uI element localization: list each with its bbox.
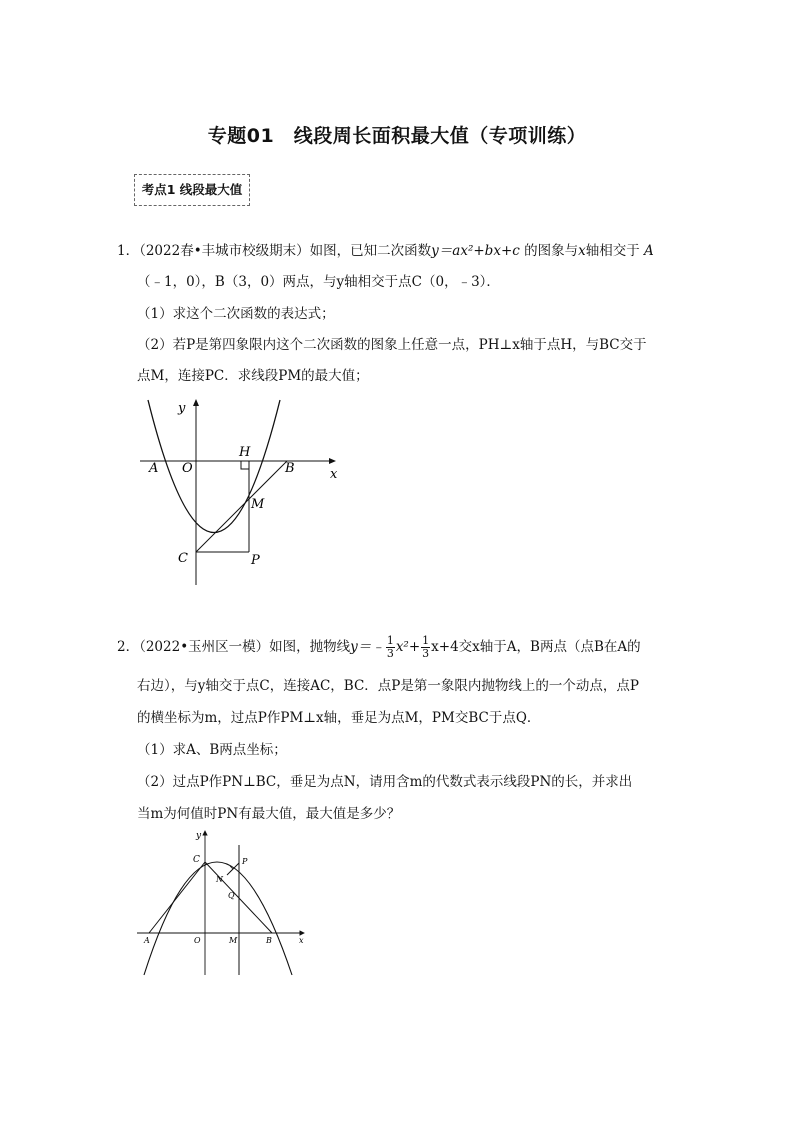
q2-line1: [117, 635, 641, 660]
q1-text2: 轴相交于: [585, 243, 640, 259]
q2-figure: [132, 825, 312, 983]
q2-part2-line2: 当m为何值时PN有最大值，最大值是多少？: [137, 806, 401, 822]
page-title: 专题01 线段周长面积最大值（专项训练）: [207, 125, 587, 147]
q2-label-x: x: [299, 936, 304, 945]
q2-label-O: O: [194, 936, 201, 945]
q2-label-A: A: [144, 936, 150, 945]
q1-part2-line1: （2）若P是第四象限内这个二次函数的图象上任意一点，PH⊥x轴于点H，与BC交于: [137, 337, 647, 353]
q1-label-C: C: [178, 551, 188, 566]
q1-source: 1．（2022春•丰城市校级期末）如图，已知二次函数: [117, 243, 432, 259]
q1-A: A: [644, 243, 654, 259]
q1-label-A: A: [149, 461, 159, 476]
q2-part2-line1: （2）过点P作PN⊥BC，垂足为点N，请用含m的代数式表示线段PN的长，并求出: [137, 774, 633, 790]
q2-label-Q: Q: [228, 891, 235, 900]
q2-frac2: [421, 635, 430, 660]
q1-parabola: [148, 400, 280, 533]
q1-figure: [130, 390, 360, 590]
q2-line-AC: [149, 862, 205, 933]
q2-frac1: [386, 635, 395, 660]
q2-label-B: B: [266, 936, 272, 945]
q2-label-y: y: [196, 831, 202, 841]
q2-label-C: C: [193, 855, 200, 865]
q1-label-y: y: [178, 401, 186, 416]
q2-line3: 的横坐标为m，过点P作PM⊥x轴，垂足为点M，PM交BC于点Q．: [137, 710, 541, 726]
q1-part2-line2: 点M，连接PC．求线段PM的最大值；: [137, 368, 369, 384]
q2-eq-rest: x+4交x轴于A，B两点（点B在A的: [431, 639, 641, 655]
q1-label-B: B: [285, 461, 295, 476]
q2-part1: （1）求A、B两点坐标；: [137, 742, 287, 758]
q2-frac1-num: 1: [386, 634, 394, 647]
q1-line-BC: [196, 461, 287, 552]
q1-line1: [117, 239, 654, 259]
q1-label-H: H: [239, 445, 251, 460]
q2-label-N: N: [216, 875, 223, 884]
q2-line2: 右边），与y轴交于点C，连接AC，BC．点P是第一象限内抛物线上的一个动点，点P: [137, 678, 639, 694]
section-label: 考点1 线段最大值: [134, 174, 250, 206]
q2-eq-y: y＝﹣: [350, 639, 385, 655]
q1-label-P: P: [251, 553, 260, 568]
q2-source: 2．（2022•玉州区一模）如图，抛物线: [117, 639, 351, 655]
q1-text: 的图象与: [524, 243, 579, 259]
q1-label-O: O: [182, 461, 193, 476]
q2-frac1-den: 3: [386, 647, 394, 660]
q2-label-M: M: [229, 936, 238, 945]
q2-frac2-num: 1: [422, 634, 430, 647]
q1-part1: （1）求这个二次函数的表达式；: [137, 306, 335, 322]
q1-equation: y＝ax²+bx+c: [431, 243, 520, 259]
q2-eq-plus: +: [408, 639, 421, 655]
q1-right-angle: [241, 461, 249, 469]
q1-label-x: x: [330, 467, 338, 482]
q1-line2: （﹣1，0），B（3，0）两点，与y轴相交于点C（0，﹣3）．: [137, 274, 500, 290]
q2-frac2-den: 3: [422, 647, 430, 660]
q1-label-M: M: [251, 497, 265, 512]
q1-x: x: [578, 243, 586, 259]
q2-label-P: P: [242, 857, 248, 866]
q2-eq-x2: x²: [395, 639, 409, 655]
